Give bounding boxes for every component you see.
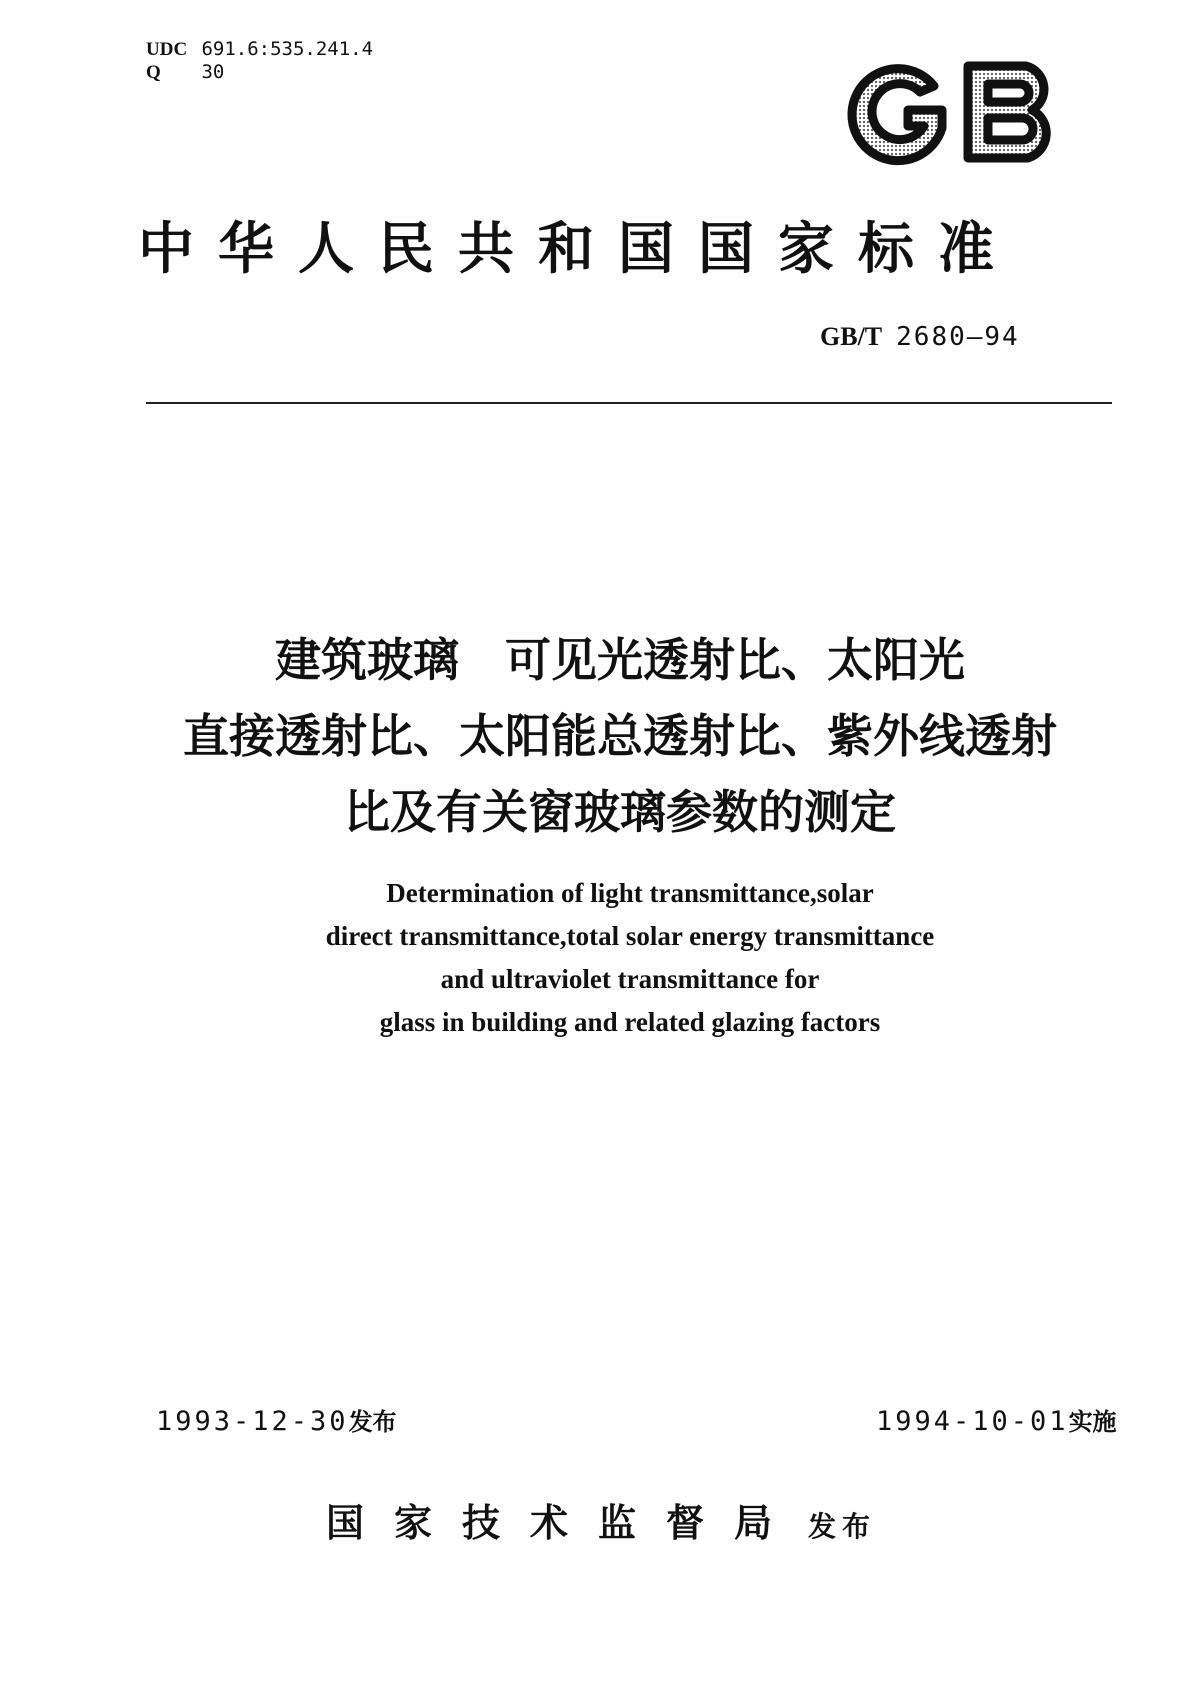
header-divider — [146, 402, 1112, 404]
q-label: Q — [146, 62, 161, 83]
english-title-line: Determination of light transmittance,solar — [386, 878, 874, 908]
english-title — [150, 872, 1110, 1044]
classification-codes — [146, 38, 373, 84]
english-title-line: and ultraviolet transmittance for — [440, 964, 820, 994]
standard-number — [820, 322, 1020, 352]
chinese-title — [100, 622, 1140, 850]
udc-label: UDC — [146, 39, 188, 60]
issuer — [326, 1492, 876, 1547]
udc-value: 691.6:535.241.4 — [201, 38, 374, 60]
issue-date-value: 1993-12-30 — [156, 1406, 349, 1437]
udc-line — [146, 38, 373, 61]
issuer-name: 国家技术监督局 — [326, 1500, 803, 1545]
implementation-date-value: 1994-10-01 — [876, 1406, 1069, 1437]
issuer-label: 发布 — [808, 1510, 877, 1543]
standard-code: 2680—94 — [896, 322, 1020, 352]
gb-logo — [842, 56, 1068, 168]
issue-date-label: 发布 — [348, 1408, 397, 1436]
gb-logo-text: GB — [842, 56, 844, 57]
q-value: 30 — [201, 61, 225, 83]
english-title-line: direct transmittance,total solar energy transmittance — [325, 921, 935, 951]
national-standard-title: 中华人民共和国国家标准 — [138, 216, 1018, 282]
implementation-date — [876, 1402, 1117, 1437]
english-title-line: glass in building and related glazing factors — [379, 1007, 881, 1037]
chinese-title-line: 建筑玻璃 可见光透射比、太阳光 — [275, 633, 965, 687]
q-line — [146, 61, 373, 84]
implementation-date-label: 实施 — [1068, 1408, 1117, 1436]
chinese-title-line: 比及有关窗玻璃参数的测定 — [344, 785, 896, 839]
chinese-title-line: 直接透射比、太阳能总透射比、紫外线透射 — [183, 709, 1057, 763]
standard-prefix: GB/T — [820, 322, 883, 351]
issue-date — [156, 1402, 397, 1437]
